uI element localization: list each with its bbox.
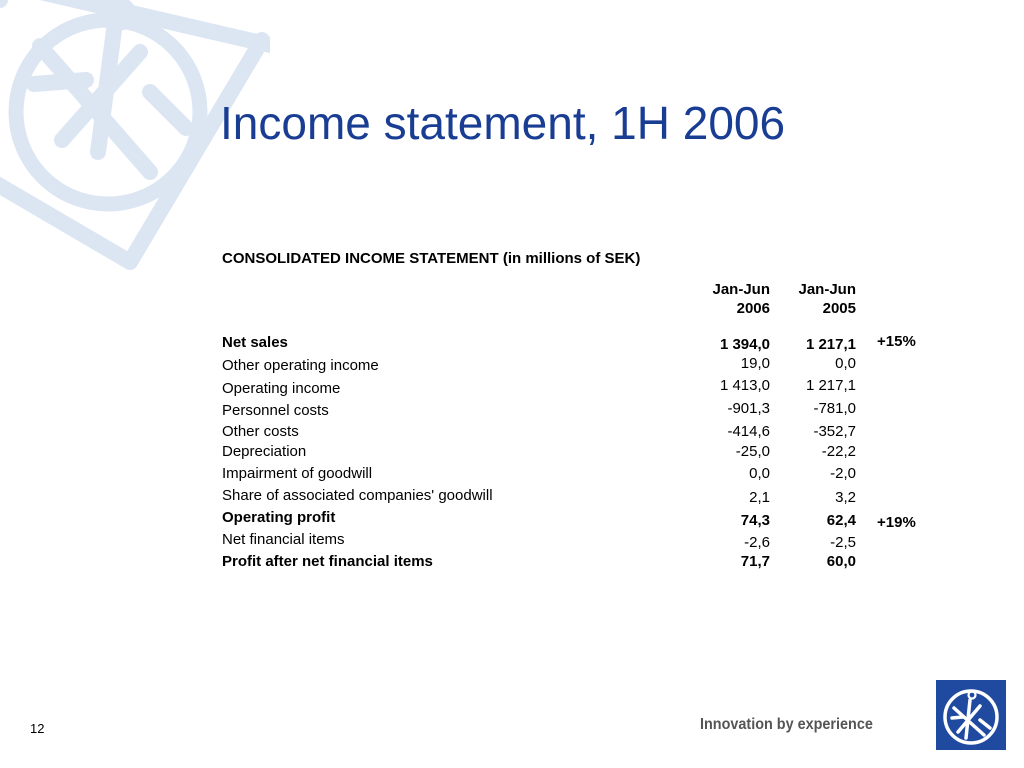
cell-net-sales-2006: 1 394,0	[719, 336, 770, 353]
cell-net-financial-items-2005: -2,5	[830, 534, 856, 551]
column-header-2005	[776, 280, 856, 318]
table-heading: CONSOLIDATED INCOME STATEMENT (in millions of SEK)	[222, 250, 641, 267]
tagline: Innovation by experience	[700, 716, 873, 733]
cell-other-costs-2005: -352,7	[813, 423, 856, 440]
cell-share-of-associated-companies-goodwill-2006: 2,1	[749, 489, 770, 506]
row-label-depreciation: Depreciation	[222, 443, 307, 460]
row-label-operating-income: Operating income	[222, 380, 341, 397]
change-net-sales: +15%	[877, 333, 916, 350]
cell-operating-income-2006: 1 413,0	[719, 377, 770, 394]
cell-other-costs-2006: -414,6	[727, 423, 770, 440]
cell-operating-income-2005: 1 217,1	[805, 377, 856, 394]
cell-personnel-costs-2006: -901,3	[727, 400, 770, 417]
cell-share-of-associated-companies-goodwill-2005: 3,2	[835, 489, 856, 506]
row-label-share-of-associated-companies-goodwill: Share of associated companies' goodwill	[222, 487, 493, 504]
row-label-net-financial-items: Net financial items	[222, 531, 345, 548]
cell-net-financial-items-2006: -2,6	[744, 534, 770, 551]
column-header-2005-year: 2005	[822, 300, 856, 317]
cell-personnel-costs-2005: -781,0	[813, 400, 856, 417]
cell-depreciation-2005: -22,2	[821, 443, 856, 460]
row-label-other-costs: Other costs	[222, 423, 299, 440]
column-header-2005-period: Jan-Jun	[798, 281, 856, 298]
cell-profit-after-net-financial-items-2006: 71,7	[740, 553, 770, 570]
row-label-profit-after-net-financial-items: Profit after net financial items	[222, 553, 433, 570]
cell-operating-profit-2006: 74,3	[740, 512, 770, 529]
page-title: Income statement, 1H 2006	[220, 97, 786, 149]
column-header-2006	[690, 280, 770, 318]
cell-other-operating-income-2006: 19,0	[740, 355, 770, 372]
row-label-operating-profit: Operating profit	[222, 509, 336, 526]
cell-impairment-of-goodwill-2005: -2,0	[830, 465, 856, 482]
column-header-2006-period: Jan-Jun	[712, 281, 770, 298]
row-label-other-operating-income: Other operating income	[222, 357, 379, 374]
cell-profit-after-net-financial-items-2005: 60,0	[826, 553, 856, 570]
cell-operating-profit-2005: 62,4	[826, 512, 856, 529]
cell-depreciation-2006: -25,0	[735, 443, 770, 460]
cell-other-operating-income-2005: 0,0	[835, 355, 856, 372]
change-operating-profit: +19%	[877, 514, 916, 531]
column-header-2006-year: 2006	[736, 300, 770, 317]
cell-net-sales-2005: 1 217,1	[805, 336, 856, 353]
cell-impairment-of-goodwill-2006: 0,0	[749, 465, 770, 482]
af-logo-icon	[936, 680, 1006, 750]
row-label-net-sales: Net sales	[222, 334, 288, 351]
row-label-personnel-costs: Personnel costs	[222, 402, 329, 419]
row-label-impairment-of-goodwill: Impairment of goodwill	[222, 465, 373, 482]
slide-number: 12	[30, 721, 45, 736]
